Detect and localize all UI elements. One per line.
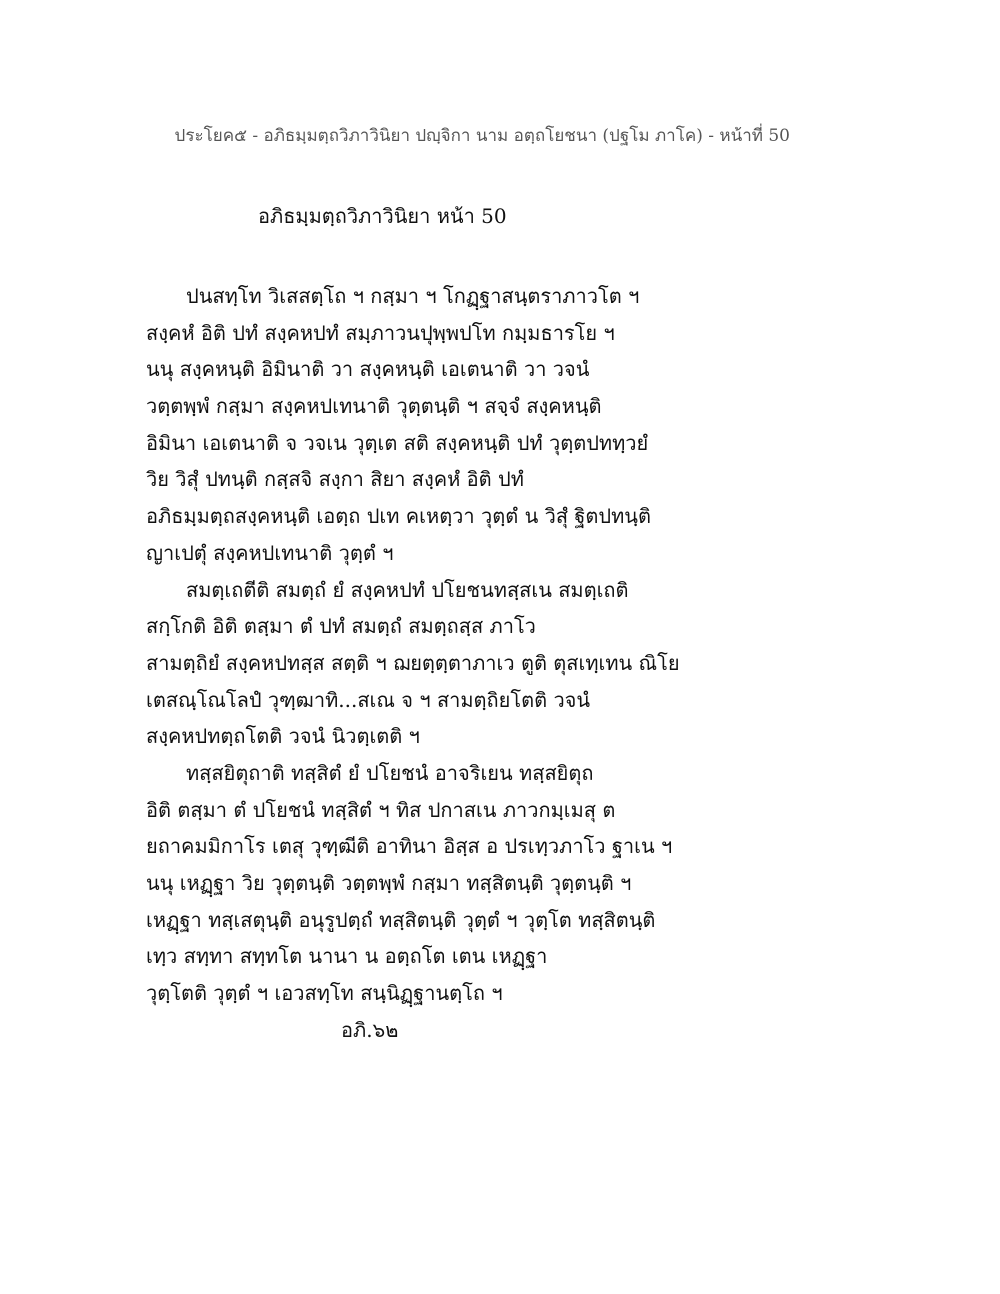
text-line: สามตฺถิยํ สงฺคหปทสฺส สตฺติ ฯ ฌยตฺตฺตาภาเว ตูติ ตุสเทฺเทน ณิโย — [146, 650, 680, 675]
text-line: อิมินา เอเตนาติ จ วจเน วุตฺเต สติ สงฺคหนฺติ ปทํ วุตฺตปททฺวยํ — [146, 430, 649, 455]
text-line: อิติ ตสฺมา ตํ ปโยชนํ ทสฺสิตํ ฯ ทิส ปกาสเน ภาวกมฺเมสุ ต — [146, 797, 616, 822]
text-line: วิย วิสุํ ปทนฺติ กสฺสจิ สงฺกา สิยา สงฺคหํ อิติ ปทํ — [146, 467, 524, 492]
text-line: เตสณฺโณโลปํ วุฑฺฒาทิ...สเณ จ ฯ สามตฺถิยโตติ วจนํ — [146, 687, 591, 712]
text-line: สมตฺเถตีติ สมตฺถํ ยํ สงฺคหปทํ ปโยชนทสฺสเน สมตฺเถติ — [186, 577, 629, 602]
running-header: ประโยค๕ - อภิธมฺมตฺถวิภาวินิยา ปญฺจิกา นาม อตฺถโยชนา (ปฐโม ภาโค) - หน้าที่ 50 — [174, 126, 790, 146]
text-line: ปนสทฺโท วิเสสตฺโถ ฯ กสฺมา ฯ โกฏฺฐาสนฺตราภาวโต ฯ — [186, 284, 640, 308]
text-line: สงฺคหํ อิติ ปทํ สงฺคหปทํ สมฺภาวนปุพฺพปโท กมฺมธารโย ฯ — [146, 320, 615, 345]
text-line: ยถาคมมิกาโร เตสุ วุฑฺฒีติ อาทินา อิสฺส อ ปรเทฺวภาโว ฐาเน ฯ — [146, 834, 673, 859]
text-line: ญาเปตุํ สงฺคหปเทนาติ วุตฺตํ ฯ — [146, 540, 394, 565]
text-line: นนุ สงฺคหนฺติ อิมินาติ วา สงฺคหนฺติ เอเตนาติ วา วจนํ — [146, 357, 590, 382]
text-line: สกฺโกติ อิติ ตสฺมา ตํ ปทํ สมตฺถํ สมตฺถสฺส ภาโว — [146, 614, 536, 639]
text-line: สงฺคหปทตฺถโตติ วจนํ นิวตฺเตติ ฯ — [146, 724, 420, 749]
page-heading: อภิธมฺมตฺถวิภาวินิยา หน้า 50 — [258, 204, 507, 228]
text-line: ทสฺสยิตุถาติ ทสฺสิตํ ยํ ปโยชนํ อาจริเยน ทสฺสยิตุถ — [186, 760, 594, 785]
text-line: วุตฺโตติ วุตฺตํ ฯ เอวสทฺโท สนฺนิฏฺฐานตฺโถ ฯ — [146, 981, 503, 1006]
text-line: วตฺตพฺพํ กสฺมา สงฺคหปเทนาติ วุตฺตนฺติ ฯ สจฺจํ สงฺคหนฺติ — [146, 394, 602, 419]
text-line: เหฏฺฐา ทสฺเสตุนฺติ อนุรูปตฺถํ ทสฺสิตนฺติ วุตฺตํ ฯ วุตฺโต ทสฺสิตนฺติ — [146, 907, 656, 932]
text-line: เทฺว สทฺทา สทฺทโต นานา น อตฺถโต เตน เหฏฺฐา — [146, 944, 548, 969]
body-text — [146, 278, 746, 1048]
text-line: อภิธมฺมตฺถสงฺคหนฺติ เอตฺถ ปเท คเหตฺวา วุตฺตํ น วิสุํ ฐิตปทนฺติ — [146, 504, 651, 529]
page-reference: อภิ.๖๒ — [341, 1017, 399, 1042]
text-line: นนุ เหฏฺฐา วิย วุตฺตนฺติ วตฺตพฺพํ กสฺมา ทสฺสิตนฺติ วุตฺตนฺติ ฯ — [146, 871, 632, 895]
